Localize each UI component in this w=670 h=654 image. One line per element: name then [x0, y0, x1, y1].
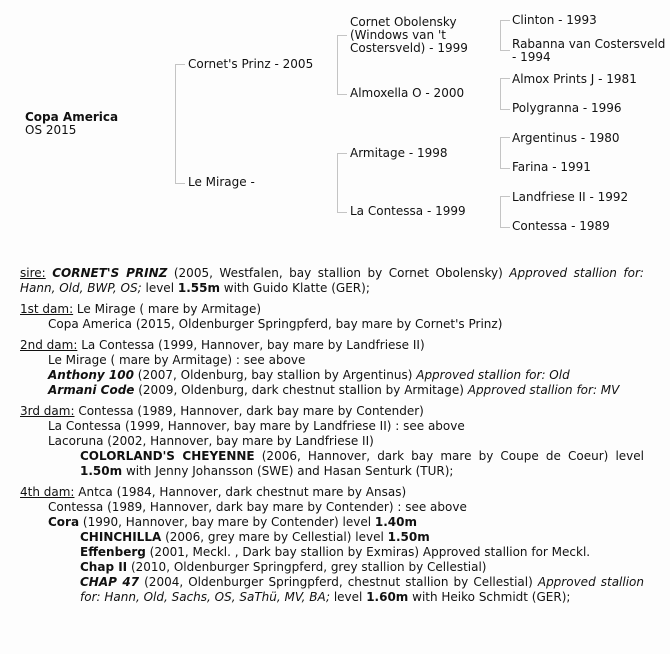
offspring-name: Anthony 100: [48, 368, 134, 382]
dam3-text: Contessa (1989, Hannover, dark bay mare by Contender): [74, 404, 424, 418]
dam4-section: [20, 485, 644, 605]
pedigree-tree: [0, 0, 670, 240]
sire-approved: Approved stallion for: Hann, Old, BWP, OS;: [20, 266, 644, 295]
offspring-name: Armani Code: [48, 383, 135, 397]
offspring-details: (2010, Oldenburger Springpferd, grey stallion by Cellestial): [127, 560, 487, 574]
offspring-level: 1.60m: [366, 590, 409, 604]
dam4-offspring-4: [20, 545, 644, 560]
pedigree-ssd[interactable]: Rabanna van Costersveld - 1994: [512, 37, 666, 64]
offspring-name: COLORLAND'S CHEYENNE: [80, 449, 255, 463]
pedigree-sss[interactable]: Clinton - 1993: [512, 13, 597, 27]
dam4-label: 4th dam:: [20, 485, 75, 499]
sire-name: CORNET'S PRINZ: [52, 266, 168, 280]
offspring-name: CHINCHILLA: [80, 530, 162, 544]
bracket-gen2-sire: [337, 35, 347, 95]
sire-level-prefix: level: [141, 281, 178, 295]
offspring-details: (2004, Oldenburger Springpferd, chestnut stallion by Cellestial): [139, 575, 538, 589]
dam2-text: La Contessa (1999, Hannover, bay mare by Landfriese II): [77, 338, 425, 352]
dam4-offspring-1: Contessa (1989, Hannover, dark bay mare by Contender) : see above: [48, 500, 467, 514]
dam-line-description: [20, 266, 644, 611]
dam4-offspring-3: [20, 530, 644, 545]
dam4-text: Antca (1984, Hannover, dark chestnut mare by Ansas): [74, 485, 407, 499]
dam2-label: 2nd dam:: [20, 338, 78, 352]
offspring-name: CHAP 47: [80, 575, 140, 589]
offspring-approved: Approved stallion for: MV: [467, 383, 620, 397]
offspring-name: Chap II: [80, 560, 128, 574]
offspring-level-prefix: level: [330, 590, 367, 604]
offspring-name: Cora: [48, 515, 80, 529]
offspring-details: (2007, Oldenburg, bay stallion by Argentinus): [133, 368, 417, 382]
bracket-gen3-1: [500, 20, 510, 51]
offspring-rider: with Jenny Johansson (SWE) and Hasan Senturk (TUR);: [122, 464, 454, 478]
pedigree-subject: [25, 111, 118, 137]
dam2-offspring-2: [20, 368, 644, 383]
offspring-approved: Approved stallion for: Hann, Old, Sachs, OS, SaThü, MV, BA;: [80, 575, 644, 604]
pedigree-sire-sire[interactable]: Cornet Obolensky (Windows van 't Costersveld) - 1999: [350, 15, 468, 55]
pedigree-dam-sire[interactable]: Armitage - 1998: [350, 146, 448, 160]
sire-label: sire:: [20, 266, 46, 280]
dam4-offspring-5: [20, 560, 644, 575]
dam1-section: [20, 302, 644, 332]
dam3-offspring-1: La Contessa (1999, Hannover, bay mare by Landfriese II) : see above: [48, 419, 465, 433]
dam1-label: 1st dam:: [20, 302, 74, 316]
offspring-details: (1990, Hannover, bay mare by Contender) level: [79, 515, 375, 529]
bracket-gen3-3: [500, 137, 510, 169]
subject-studbook-year: OS 2015: [25, 123, 77, 137]
offspring-level: 1.40m: [374, 515, 417, 529]
dam3-label: 3rd dam:: [20, 404, 75, 418]
offspring-approved: Approved stallion for: Old: [416, 368, 570, 382]
sire-level: 1.55m: [177, 281, 220, 295]
pedigree-ddd[interactable]: Contessa - 1989: [512, 219, 610, 233]
pedigree-dds[interactable]: Landfriese II - 1992: [512, 190, 629, 204]
dam1-offspring: Copa America (2015, Oldenburger Springpferd, bay mare by Cornet's Prinz): [48, 317, 503, 331]
dam2-section: [20, 338, 644, 398]
pedigree-dam-dam[interactable]: La Contessa - 1999: [350, 204, 466, 218]
bracket-gen1: [175, 64, 185, 184]
dam3-offspring-2: Lacoruna (2002, Hannover, bay mare by Landfriese II): [48, 434, 374, 448]
sire-section: [20, 266, 644, 296]
dam2-offspring-3: [20, 383, 644, 398]
pedigree-sdd[interactable]: Polygranna - 1996: [512, 101, 622, 115]
offspring-details: (2006, grey mare by Cellestial) level: [161, 530, 388, 544]
sire-rider: with Guido Klatte (GER);: [219, 281, 370, 295]
bracket-gen2-dam: [337, 153, 347, 213]
dam3-offspring-3: [20, 449, 644, 479]
dam3-section: [20, 404, 644, 479]
offspring-level: 1.50m: [80, 464, 123, 478]
dam4-offspring-6: [20, 575, 644, 605]
offspring-level: 1.50m: [387, 530, 430, 544]
pedigree-sire-dam[interactable]: Almoxella O - 2000: [350, 86, 465, 100]
offspring-details: (2006, Hannover, dark bay mare by Coupe de Coeur) level: [254, 449, 644, 463]
bracket-gen3-2: [500, 78, 510, 110]
subject-name: Copa America: [25, 110, 119, 124]
pedigree-dss[interactable]: Argentinus - 1980: [512, 131, 620, 145]
pedigree-dsd[interactable]: Farina - 1991: [512, 160, 591, 174]
dam2-offspring-1: Le Mirage ( mare by Armitage) : see above: [48, 353, 306, 367]
offspring-rider: with Heiko Schmidt (GER);: [408, 590, 571, 604]
dam1-text: Le Mirage ( mare by Armitage): [73, 302, 262, 316]
offspring-name: Effenberg: [80, 545, 146, 559]
pedigree-sire[interactable]: Cornet's Prinz - 2005: [188, 57, 314, 71]
offspring-details: (2001, Meckl. , Dark bay stallion by Exmiras) Approved stallion for Meckl.: [145, 545, 591, 559]
dam4-offspring-2: [20, 515, 644, 530]
pedigree-dam[interactable]: Le Mirage -: [188, 175, 255, 189]
sire-details: (2005, Westfalen, bay stallion by Cornet Obolensky): [167, 266, 510, 280]
offspring-details: (2009, Oldenburg, dark chestnut stallion by Armitage): [134, 383, 468, 397]
bracket-gen3-4: [500, 196, 510, 228]
pedigree-sds[interactable]: Almox Prints J - 1981: [512, 72, 637, 86]
